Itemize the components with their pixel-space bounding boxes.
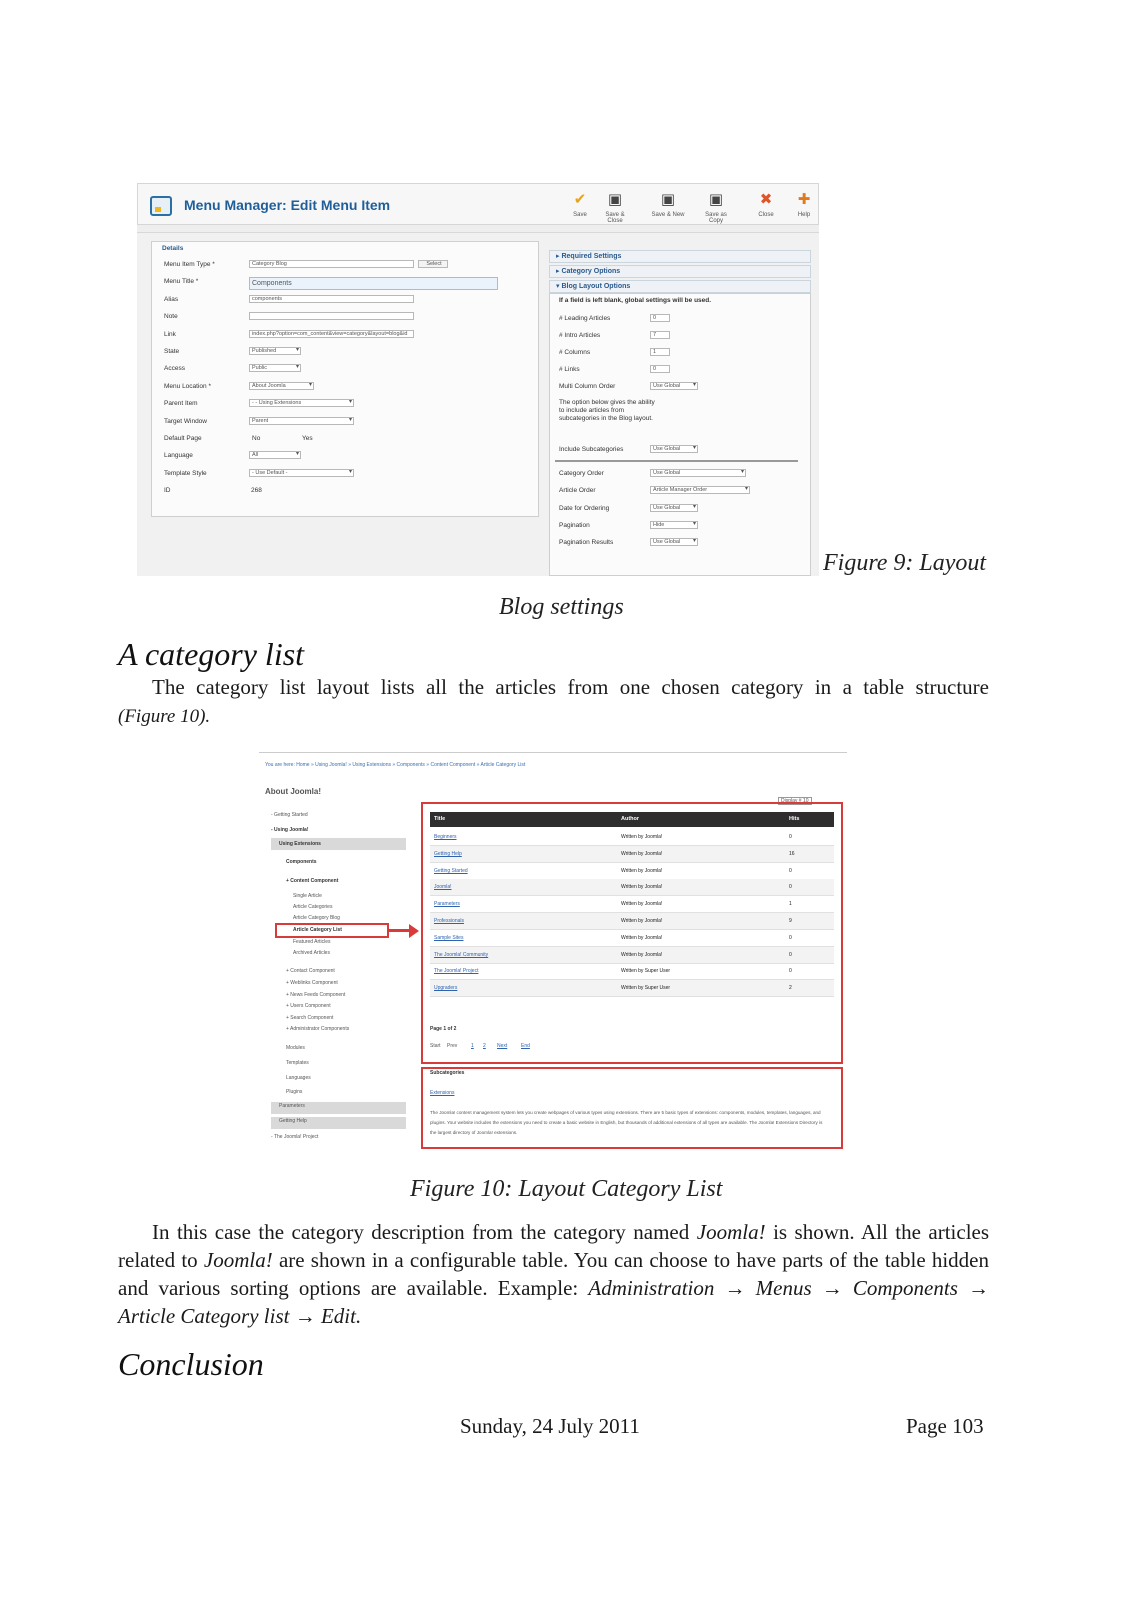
details-field[interactable]: Public ▾ [249,364,301,372]
toolbar-button-save-new[interactable] [650,190,686,218]
sidebar-item[interactable]: + Users Component [286,1003,331,1009]
article-hits: 9 [789,918,792,924]
section-heading-conclusion: Conclusion [118,1346,264,1382]
details-label: ID [164,487,171,495]
sidebar-item[interactable]: Archived Articles [293,950,330,956]
blog-option-input[interactable]: Use Global ▾ [650,382,698,390]
article-author: Written by Joomla! [621,834,663,840]
blog-option-label: # Columns [559,349,591,356]
order-option-label: Category Order [559,470,604,477]
check-icon: ✔ [573,191,587,208]
article-author: Written by Joomla! [621,918,663,924]
toolbar-button-save[interactable] [562,190,598,218]
top-divider [259,752,847,753]
column-author[interactable]: Author [621,816,640,822]
details-label: Note [164,313,178,321]
article-title-link[interactable]: Getting Help [434,850,462,857]
include-subcategories-select[interactable]: Use Global ▾ [650,445,698,453]
order-option-select[interactable]: Use Global ▾ [650,538,698,546]
details-fieldset [151,241,539,517]
page-info: Page 1 of 2 [430,1026,457,1032]
paragraph-category-list: The category list layout lists all the articles from one chosen category in a table structure [152,675,989,699]
pager-item[interactable]: 2 [483,1043,486,1049]
sidebar-item[interactable]: Single Article [293,893,322,899]
column-hits[interactable]: Hits [789,816,800,822]
details-label: Link [164,330,176,338]
save-new-icon: ▣ [660,191,676,208]
slider-label: Blog Layout Options [561,283,631,290]
figure-10-reference: (Figure 10). [118,706,211,727]
table-row [430,896,834,913]
toolbar-label: Help [797,212,811,218]
sidebar-item[interactable]: + Weblinks Component [286,980,338,986]
article-title-link[interactable]: Professionals [434,918,465,924]
sidebar-item[interactable]: Modules [286,1045,305,1051]
site-heading: About Joomla! [265,787,321,796]
details-label: Access [164,365,185,373]
text-run: is shown. All the articles related to [118,1220,990,1272]
order-option-select[interactable]: Article Manager Order ▾ [650,486,750,494]
details-label: Default Page [164,435,202,442]
edit-form-body [137,232,819,576]
select-type-button[interactable]: Select [418,260,448,268]
menu-manager-header [137,183,819,225]
article-hits: 1 [789,901,792,908]
sidebar-item[interactable]: - Getting Started [271,812,308,818]
blog-option-label: Multi Column Order [559,383,616,390]
sidebar-item[interactable]: + Contact Component [286,968,335,974]
order-option-label: Article Order [559,487,596,495]
sidebar-item[interactable]: Parameters [279,1103,305,1109]
article-title-link[interactable]: Getting Started [434,867,468,874]
blog-option-input[interactable]: 0 [650,365,670,373]
breadcrumb[interactable]: You are here: Home » Using Joomla! » Using Extensions » Components » Content Component » Article Category List [265,762,526,768]
table-row [430,879,834,896]
subcategories-heading: Subcategories [430,1070,465,1076]
article-title-link[interactable]: Upgraders [434,985,458,992]
blog-option-label: # Links [559,366,580,373]
article-hits: 0 [789,968,792,975]
details-legend: Details [162,245,184,252]
pager-item[interactable]: Start [430,1043,441,1049]
blog-option-input[interactable]: 1 [650,348,670,356]
article-hits: 0 [789,951,792,958]
details-field[interactable]: components [249,295,414,303]
table-row [430,863,834,880]
arrow-shaft [389,929,411,932]
article-hits: 0 [789,934,792,941]
details-label: Menu Location * [164,382,211,390]
article-title-link[interactable]: Joomla! [434,884,452,891]
sidebar-item[interactable]: Article Category Blog [293,915,340,921]
paragraph-joomla-description [118,1218,989,1330]
help-icon: ✚ [797,191,811,208]
footer-date: Sunday, 24 July 2011 [460,1414,640,1438]
pager-item[interactable]: Next [497,1043,508,1049]
toolbar-label: Close [758,212,774,218]
menu-manager-title: Menu Manager: Edit Menu Item [184,197,391,213]
sidebar-item[interactable]: + Administrator Components [286,1026,350,1032]
order-option-label: Date for Ordering [559,504,610,512]
include-subcategories-label: Include Subcategories [559,446,624,453]
category-name-emphasis: Joomla! [696,1220,766,1244]
details-field[interactable] [249,312,414,320]
toolbar-button-help[interactable] [786,190,822,218]
category-name-emphasis: Joomla! [203,1248,273,1272]
sidebar-item[interactable]: + Search Component [286,1015,334,1021]
article-author: Written by Super User [621,985,671,992]
toolbar-button-close[interactable] [748,190,784,218]
toolbar-button-save-as-copy[interactable] [698,190,734,224]
toolbar-label: Save [573,212,587,218]
details-label: Language [164,452,193,460]
order-option-label: Pagination [559,521,590,529]
article-title-link[interactable]: Sample Sites [434,934,464,941]
article-title-link[interactable]: The Joomla! Community [434,951,489,958]
article-author: Written by Joomla! [621,901,663,908]
article-author: Written by Super User [621,968,671,975]
subcategories-note: The option below gives the ability to include articles from subcategories in the Blog layout. [559,399,655,422]
article-author: Written by Joomla! [621,951,663,958]
toolbar-label: Save & New [651,212,685,218]
blog-note: If a field is left blank, global settings will be used. [559,297,712,304]
save-copy-icon: ▣ [708,191,724,208]
sidebar-item[interactable]: Featured Articles [293,939,331,945]
sidebar-item[interactable]: + Content Component [286,878,339,884]
display-number-select[interactable]: Display # 10 [778,797,812,805]
details-field[interactable]: Published ▾ [249,347,301,355]
figure-9-caption-line1: Figure 9: Layout [823,550,987,576]
slider-label: Category Options [561,268,621,275]
sidebar-item[interactable]: Using Extensions [279,841,321,847]
details-label: Parent Item [164,400,198,408]
footer-page-number: Page 103 [906,1414,984,1438]
article-title-link[interactable]: Beginners [434,834,457,840]
slider-label: Required Settings [561,253,622,260]
pager-item[interactable]: Prev [447,1043,458,1049]
section-heading-category-list: A category list [118,636,305,672]
sidebar-item[interactable]: Article Category List [293,927,342,933]
article-author: Written by Joomla! [621,884,663,891]
radio-no[interactable]: No [252,435,261,442]
sidebar-item[interactable]: + News Feeds Component [286,992,346,998]
divider [555,460,798,462]
details-label: Alias [164,295,179,303]
toolbar-button-save-close[interactable] [597,190,633,224]
details-field[interactable]: Parent ▾ [249,417,354,425]
details-label: Template Style [164,469,207,477]
details-field[interactable]: - - Using Extensions ▾ [249,399,354,407]
details-label: Menu Title * [164,278,199,286]
menu-path: Administration → Menus → Components → Article Category list → Edit. [118,1276,990,1328]
figure-10-caption: Figure 10: Layout Category List [410,1176,723,1202]
order-option-select[interactable]: Hide ▾ [650,521,698,529]
article-title-link[interactable]: Parameters [434,901,460,908]
sidebar-item[interactable]: Plugins [286,1089,303,1095]
details-field[interactable]: Category Blog [249,260,414,268]
article-title-link[interactable]: The Joomla! Project [434,968,479,975]
order-option-label: Pagination Results [559,539,614,547]
sidebar-item[interactable]: Languages [286,1075,311,1081]
column-title[interactable]: Title [434,816,446,822]
article-hits: 2 [789,985,792,992]
article-hits: 0 [789,884,792,891]
figure-9-caption-line2: Blog settings [499,594,624,620]
details-label: Menu Item Type * [164,261,215,268]
blog-option-label: # Intro Articles [559,332,601,339]
details-label: Target Window [164,417,207,425]
category-description: The Joomla! content management system lets you create webpages of various types using extensions. There are 5 basic types of extensions: components, modules, templates, languages, and plugins. Your website includes the extensions you need to create a basic website in English, but thousands of additional extensions of all types are available. The Joomla! Extensions Directory is the largest directory of Joomla! extensions. [430,1110,823,1135]
figure-10-screenshot [259,752,847,1150]
sidebar-item[interactable]: Components [286,859,317,865]
details-field[interactable]: Components [249,277,498,290]
table-row [430,930,834,947]
blog-option-input[interactable]: 7 [650,331,670,339]
blog-option-input[interactable]: 0 [650,314,670,322]
save-close-icon: ▣ [607,191,623,208]
article-author: Written by Joomla! [621,934,663,941]
table-row [430,980,834,997]
details-label: State [164,348,180,355]
slider-blog-layout-options[interactable]: ▾ Blog Layout Options [549,280,811,293]
order-option-select[interactable]: Use Global ▾ [650,504,698,512]
pager-item[interactable]: End [521,1043,530,1049]
figure-9-screenshot [137,183,819,575]
article-hits: 16 [789,850,795,857]
radio-yes[interactable]: Yes [302,435,313,442]
table-row [430,913,834,930]
article-author: Written by Joomla! [621,867,663,874]
toolbar-label: Save & Close [605,212,625,224]
details-field[interactable]: - Use Default - ▾ [249,469,354,477]
table-row [430,963,834,980]
sidebar-item[interactable]: - The Joomla! Project [271,1134,319,1140]
article-hits: 0 [789,834,792,840]
arrow-right-icon [409,924,419,938]
table-row [430,947,834,964]
text-run: are shown in a configurable table. You can choose to have parts of the table hidden and various sorting options are available. Example: [118,1248,990,1300]
sidebar-item[interactable]: - Using Joomla! [271,827,309,833]
sidebar-item[interactable]: Templates [286,1060,309,1066]
blog-option-label: # Leading Articles [559,315,611,322]
toolbar-label: Save as Copy [705,212,727,224]
details-field[interactable]: index.php?option=com_content&view=category&layout=blog&id [249,330,414,338]
text-run: In this case the category description from the category named [152,1220,690,1244]
details-field[interactable]: About Joomla ▾ [249,382,314,390]
menu-manager-logo-icon [150,196,172,216]
pager-item[interactable]: 1 [471,1043,474,1049]
sidebar-item[interactable]: Article Categories [293,904,333,910]
slider-category-options[interactable]: ▸ Category Options [549,265,811,278]
close-icon: ✖ [759,191,773,208]
details-field[interactable]: All ▾ [249,451,301,459]
table-row [430,846,834,863]
sidebar-item[interactable]: Getting Help [279,1118,307,1124]
order-option-select[interactable]: Use Global ▾ [650,469,746,477]
id-value: 268 [251,487,262,495]
table-row [430,829,834,846]
article-author: Written by Joomla! [621,850,663,857]
subcategory-link[interactable]: Extensions [430,1090,455,1096]
article-hits: 0 [789,867,792,874]
slider-required-settings[interactable]: ▸ Required Settings [549,250,811,263]
